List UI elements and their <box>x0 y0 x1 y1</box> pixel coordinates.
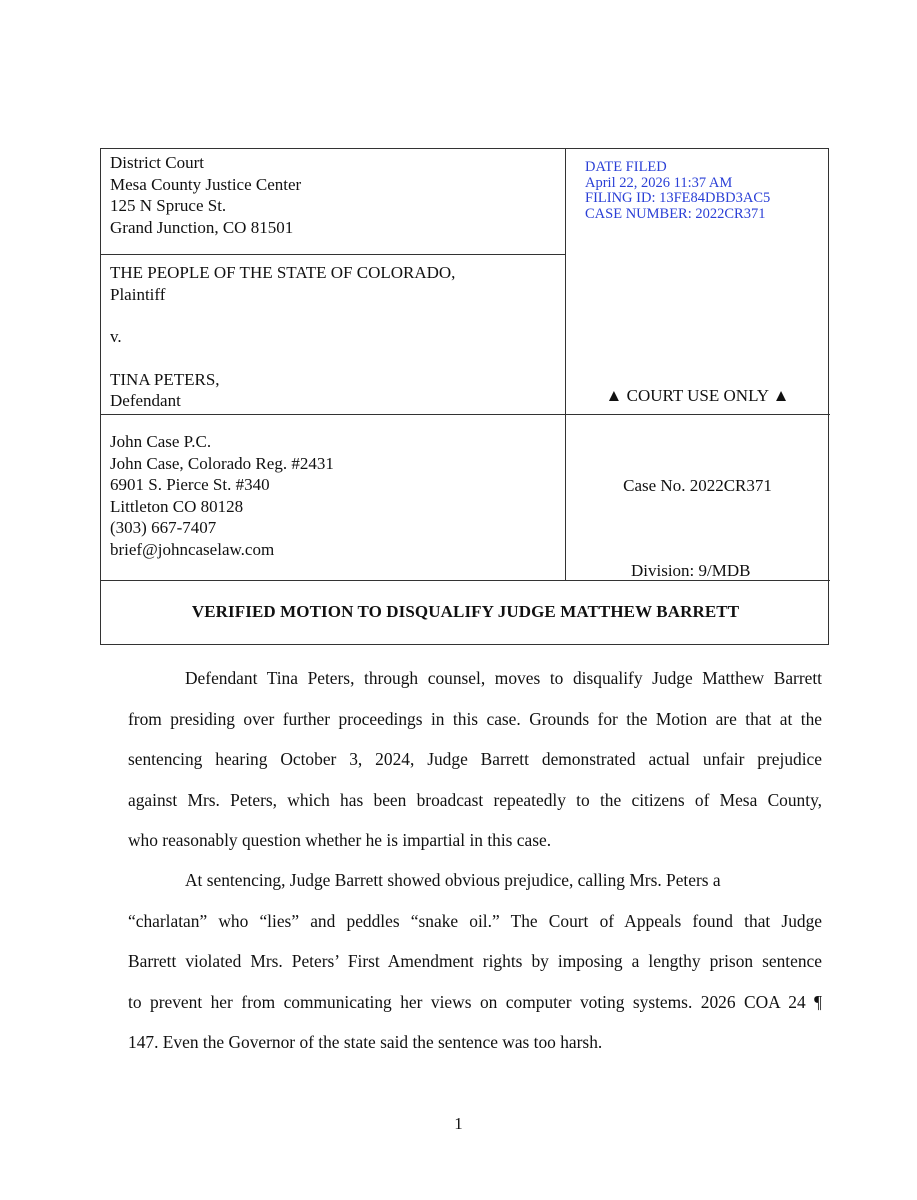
paragraph-line: “charlatan” who “lies” and peddles “snake oil.” The Court of Appeals found that Judge <box>128 910 822 931</box>
court-street: 125 N Spruce St. <box>110 196 227 215</box>
paragraph-line: Defendant Tina Peters, through counsel, moves to disqualify Judge Matthew Barrett <box>185 668 822 688</box>
counsel-attorney: John Case, Colorado Reg. #2431 <box>110 453 334 473</box>
court-city: Grand Junction, CO 81501 <box>110 217 294 237</box>
court-use-only-label: ▲ COURT USE ONLY ▲ <box>605 386 790 405</box>
caption-divider-parties <box>101 414 830 415</box>
stamp-case-number: CASE NUMBER: 2022CR371 <box>585 205 766 222</box>
case-number: Case No. 2022CR371 <box>623 476 772 495</box>
caption-divider-court <box>101 254 565 255</box>
defendant-role: Defendant <box>110 391 181 410</box>
caption-column-divider <box>565 149 566 580</box>
versus: v. <box>110 327 122 346</box>
page-number: 1 <box>454 1114 463 1133</box>
stamp-filing-id: FILING ID: 13FE84DBD3AC5 <box>585 190 771 206</box>
stamp-date: April 22, 2026 11:37 AM <box>585 174 733 191</box>
counsel-street: 6901 S. Pierce St. #340 <box>110 475 270 494</box>
counsel-firm: John Case P.C. <box>110 432 212 451</box>
paragraph-line: to prevent her from communicating her views on computer voting systems. 2026 COA 24 ¶ <box>128 991 822 1012</box>
counsel-email: brief@johncaselaw.com <box>110 539 275 559</box>
case-caption-table <box>100 148 829 645</box>
filing-stamp <box>585 160 770 222</box>
motion-title: VERIFIED MOTION TO DISQUALIFY JUDGE MATTHEW BARRETT <box>191 602 740 621</box>
paragraph-2 <box>128 860 822 1063</box>
paragraph-line: who reasonably question whether he is impartial in this case. <box>128 830 552 850</box>
counsel-city: Littleton CO 80128 <box>110 496 244 516</box>
counsel-block <box>110 431 334 560</box>
defendant-name: TINA PETERS, <box>110 369 220 389</box>
paragraph-line: from presiding over further proceedings in this case. Grounds for the Motion are that at the <box>128 708 822 729</box>
paragraph-line: sentencing hearing October 3, 2024, Judge Barrett demonstrated actual unfair prejudice <box>128 749 822 769</box>
court-address-block <box>110 152 301 238</box>
counsel-phone: (303) 667-7407 <box>110 518 217 537</box>
division: Division: 9/MDB <box>631 561 751 580</box>
plaintiff-role: Plaintiff <box>110 284 166 304</box>
court-building: Mesa County Justice Center <box>110 174 302 194</box>
paragraph-line: At sentencing, Judge Barrett showed obvious prejudice, calling Mrs. Peters a <box>185 870 721 890</box>
paragraph-line: against Mrs. Peters, which has been broadcast repeatedly to the citizens of Mesa County, <box>128 789 822 810</box>
stamp-date-filed-label: DATE FILED <box>585 159 667 175</box>
paragraph-line: 147. Even the Governor of the state said the sentence was too harsh. <box>128 1032 603 1052</box>
paragraph-1 <box>128 658 822 861</box>
paragraph-line: Barrett violated Mrs. Peters’ First Amendment rights by imposing a lengthy prison sentence <box>128 951 822 971</box>
plaintiff-name: THE PEOPLE OF THE STATE OF COLORADO, <box>110 263 456 282</box>
parties-block <box>110 262 455 412</box>
court-name: District Court <box>110 153 204 172</box>
